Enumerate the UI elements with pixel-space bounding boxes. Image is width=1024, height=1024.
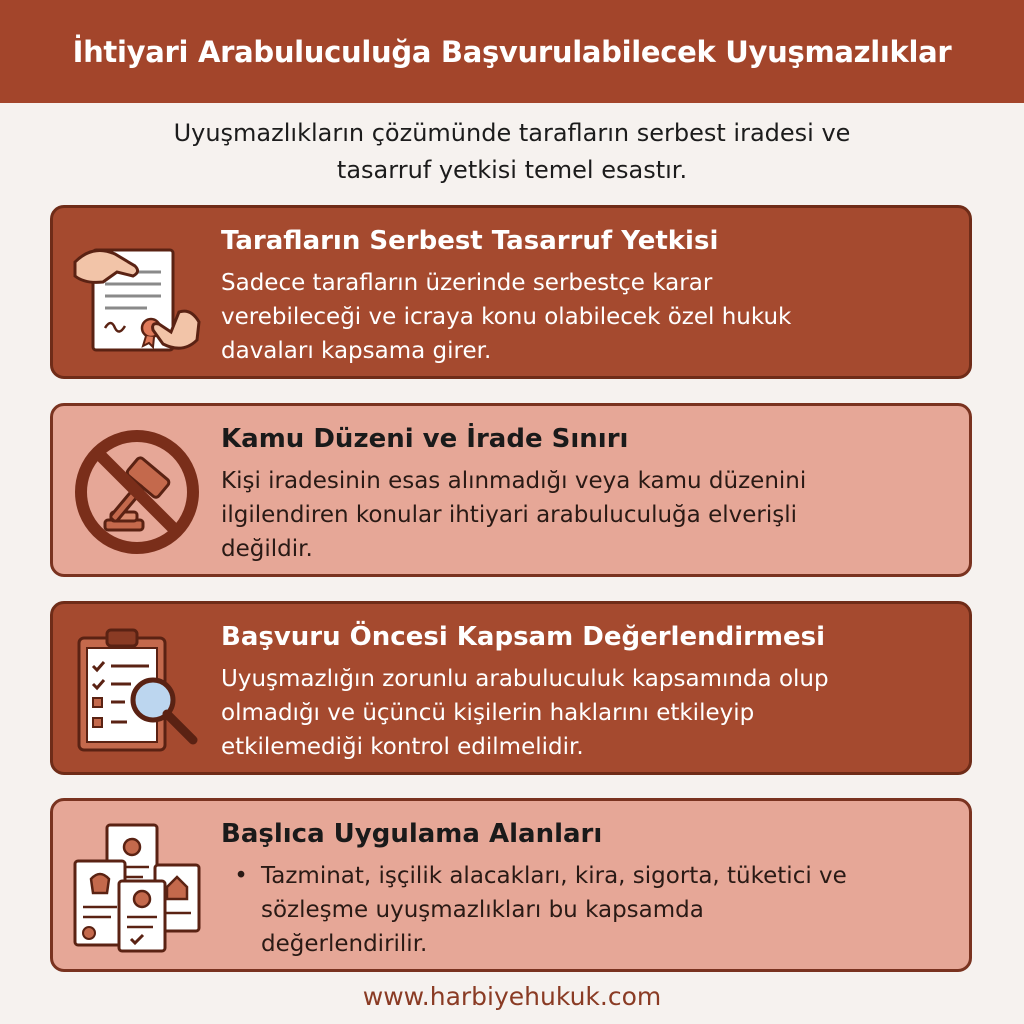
card-uygulama-alanlari — [50, 798, 972, 972]
card-title: Kamu Düzeni ve İrade Sınırı — [221, 424, 629, 454]
intro-text — [60, 115, 964, 189]
intro-line-1: Uyuşmazlıkların çözümünde tarafların serbest iradesi ve — [173, 119, 851, 147]
card-body-line: Uyuşmazlığın zorunlu arabuluculuk kapsamında olup — [221, 666, 829, 692]
card-body-line: davaları kapsama girer. — [221, 338, 492, 364]
contract-handshake-icon — [71, 228, 203, 360]
website-link[interactable]: www.harbiyehukuk.com — [362, 982, 662, 1011]
intro-line-2: tasarruf yetkisi temel esastır. — [336, 156, 688, 184]
card-title: Başlıca Uygulama Alanları — [221, 819, 603, 849]
card-body-line: etkilemediği kontrol edilmelidir. — [221, 734, 584, 760]
card-body-line: sözleşme uyuşmazlıkları bu kapsamda — [261, 897, 704, 923]
clipboard-magnifier-icon — [71, 624, 203, 756]
header-bar — [0, 0, 1024, 103]
card-title: Başvuru Öncesi Kapsam Değerlendirmesi — [221, 622, 826, 652]
card-body — [221, 464, 951, 566]
page-title: İhtiyari Arabuluculuğa Başvurulabilecek Uyuşmazlıklar — [72, 34, 952, 69]
card-body — [221, 266, 951, 368]
bullet-text — [261, 859, 847, 961]
card-body — [221, 662, 951, 764]
card-kamu-duzeni — [50, 403, 972, 577]
documents-icon — [71, 821, 203, 953]
card-body-line: verebileceği ve icraya konu olabilecek özel hukuk — [221, 304, 792, 330]
card-body-line: değildir. — [221, 536, 313, 562]
bullet-item — [221, 859, 951, 961]
card-kapsam-degerlendirmesi — [50, 601, 972, 775]
card-body-line: Tazminat, işçilik alacakları, kira, sigorta, tüketici ve — [261, 863, 847, 889]
card-body-line: Kişi iradesinin esas alınmadığı veya kamu düzenini — [221, 468, 807, 494]
card-body-line: ilgilendiren konular ihtiyari arabuluculuğa elverişli — [221, 502, 797, 528]
card-body-line: olmadığı ve üçüncü kişilerin haklarını etkileyip — [221, 700, 755, 726]
card-body-line: Sadece tarafların üzerinde serbestçe karar — [221, 270, 713, 296]
card-tasarruf-yetkisi — [50, 205, 972, 379]
no-gavel-icon — [71, 426, 203, 558]
card-body — [221, 859, 951, 961]
bullet-marker: • — [234, 863, 248, 889]
card-title: Tarafların Serbest Tasarruf Yetkisi — [221, 226, 719, 256]
card-body-line: değerlendirilir. — [261, 931, 428, 957]
